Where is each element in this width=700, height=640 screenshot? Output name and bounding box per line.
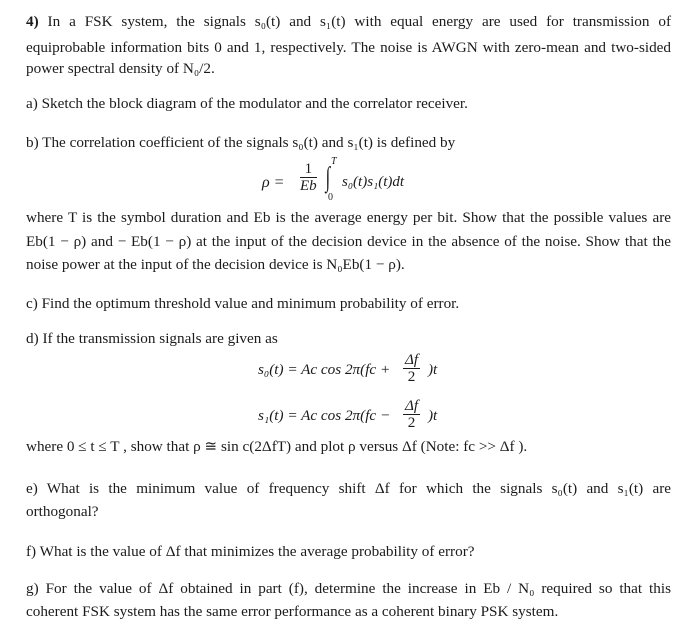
part-d-where: where 0 ≤ t ≤ T , show that ρ ≅ sin c(2ΔfT) and plot ρ versus Δf (Note: fc >> Δf ). bbox=[26, 438, 528, 455]
part-f: f) What is the value of Δf that minimizes the average probability of error? bbox=[26, 543, 475, 560]
s1-rhs: )t bbox=[428, 407, 438, 424]
s0-frac-num: Δf bbox=[405, 351, 419, 368]
integral-lower-limit: 0 bbox=[328, 192, 333, 203]
part-e-line-1: e) What is the minimum value of frequency shift Δf for which the signals s₀(t) and s₁(t) are bbox=[26, 480, 671, 497]
s1-frac-num: Δf bbox=[405, 397, 419, 414]
part-a: a) Sketch the block diagram of the modulator and the correlator receiver. bbox=[26, 95, 468, 112]
part-d: d) If the transmission signals are given as bbox=[26, 330, 278, 347]
q4-intro-line-2: equiprobable information bits 0 and 1, respectively. The noise is AWGN with zero-mean and two-sided bbox=[26, 39, 671, 56]
formula-denominator: Eb bbox=[300, 178, 317, 194]
s0-rhs: )t bbox=[428, 361, 438, 378]
s1-lhs: s₁(t) = Ac cos 2π(fc − bbox=[258, 407, 391, 424]
q4-intro-line-3: power spectral density of N₀/2. bbox=[26, 60, 215, 77]
formula-fraction bbox=[300, 161, 317, 194]
q4-intro-line-1 bbox=[26, 13, 671, 31]
s1-fraction bbox=[403, 398, 420, 431]
integrand: s₀(t)s₁(t)dt bbox=[342, 174, 405, 190]
part-b-where-line-2: Eb(1 − ρ) and − Eb(1 − ρ) at the input of the decision device in the absence of the noise. Show that the bbox=[26, 233, 671, 250]
integral-sign: ∫ bbox=[325, 162, 331, 193]
formula-lhs: ρ = bbox=[262, 174, 285, 191]
q4-number: 4) bbox=[26, 13, 39, 30]
s0-fraction bbox=[403, 352, 420, 385]
s0-frac-den: 2 bbox=[407, 368, 416, 385]
part-e-line-2: orthogonal? bbox=[26, 503, 99, 520]
part-b-where-line-3: noise power at the input of the decision device is N₀Eb(1 − ρ). bbox=[26, 256, 405, 273]
formula-numerator: 1 bbox=[300, 161, 317, 178]
s0-lhs: s₀(t) = Ac cos 2π(fc + bbox=[258, 361, 391, 378]
part-b: b) The correlation coefficient of the signals s₀(t) and s₁(t) is defined by bbox=[26, 134, 456, 151]
part-g-line-2: coherent FSK system has the same error performance as a coherent binary PSK system. bbox=[26, 603, 559, 620]
s1-frac-den: 2 bbox=[407, 414, 416, 431]
part-c: c) Find the optimum threshold value and minimum probability of error. bbox=[26, 295, 460, 312]
integral-upper-limit: T bbox=[331, 156, 337, 167]
q4-intro-text: In a FSK system, the signals s₀(t) and s₁(t) with equal energy are used for transmission of bbox=[47, 13, 672, 30]
part-b-where-line-1: where T is the symbol duration and Eb is the average energy per bit. Show that the possible values are bbox=[26, 209, 671, 226]
part-g-line-1: g) For the value of Δf obtained in part (f), determine the increase in Eb / N₀ required so that this bbox=[26, 580, 671, 597]
